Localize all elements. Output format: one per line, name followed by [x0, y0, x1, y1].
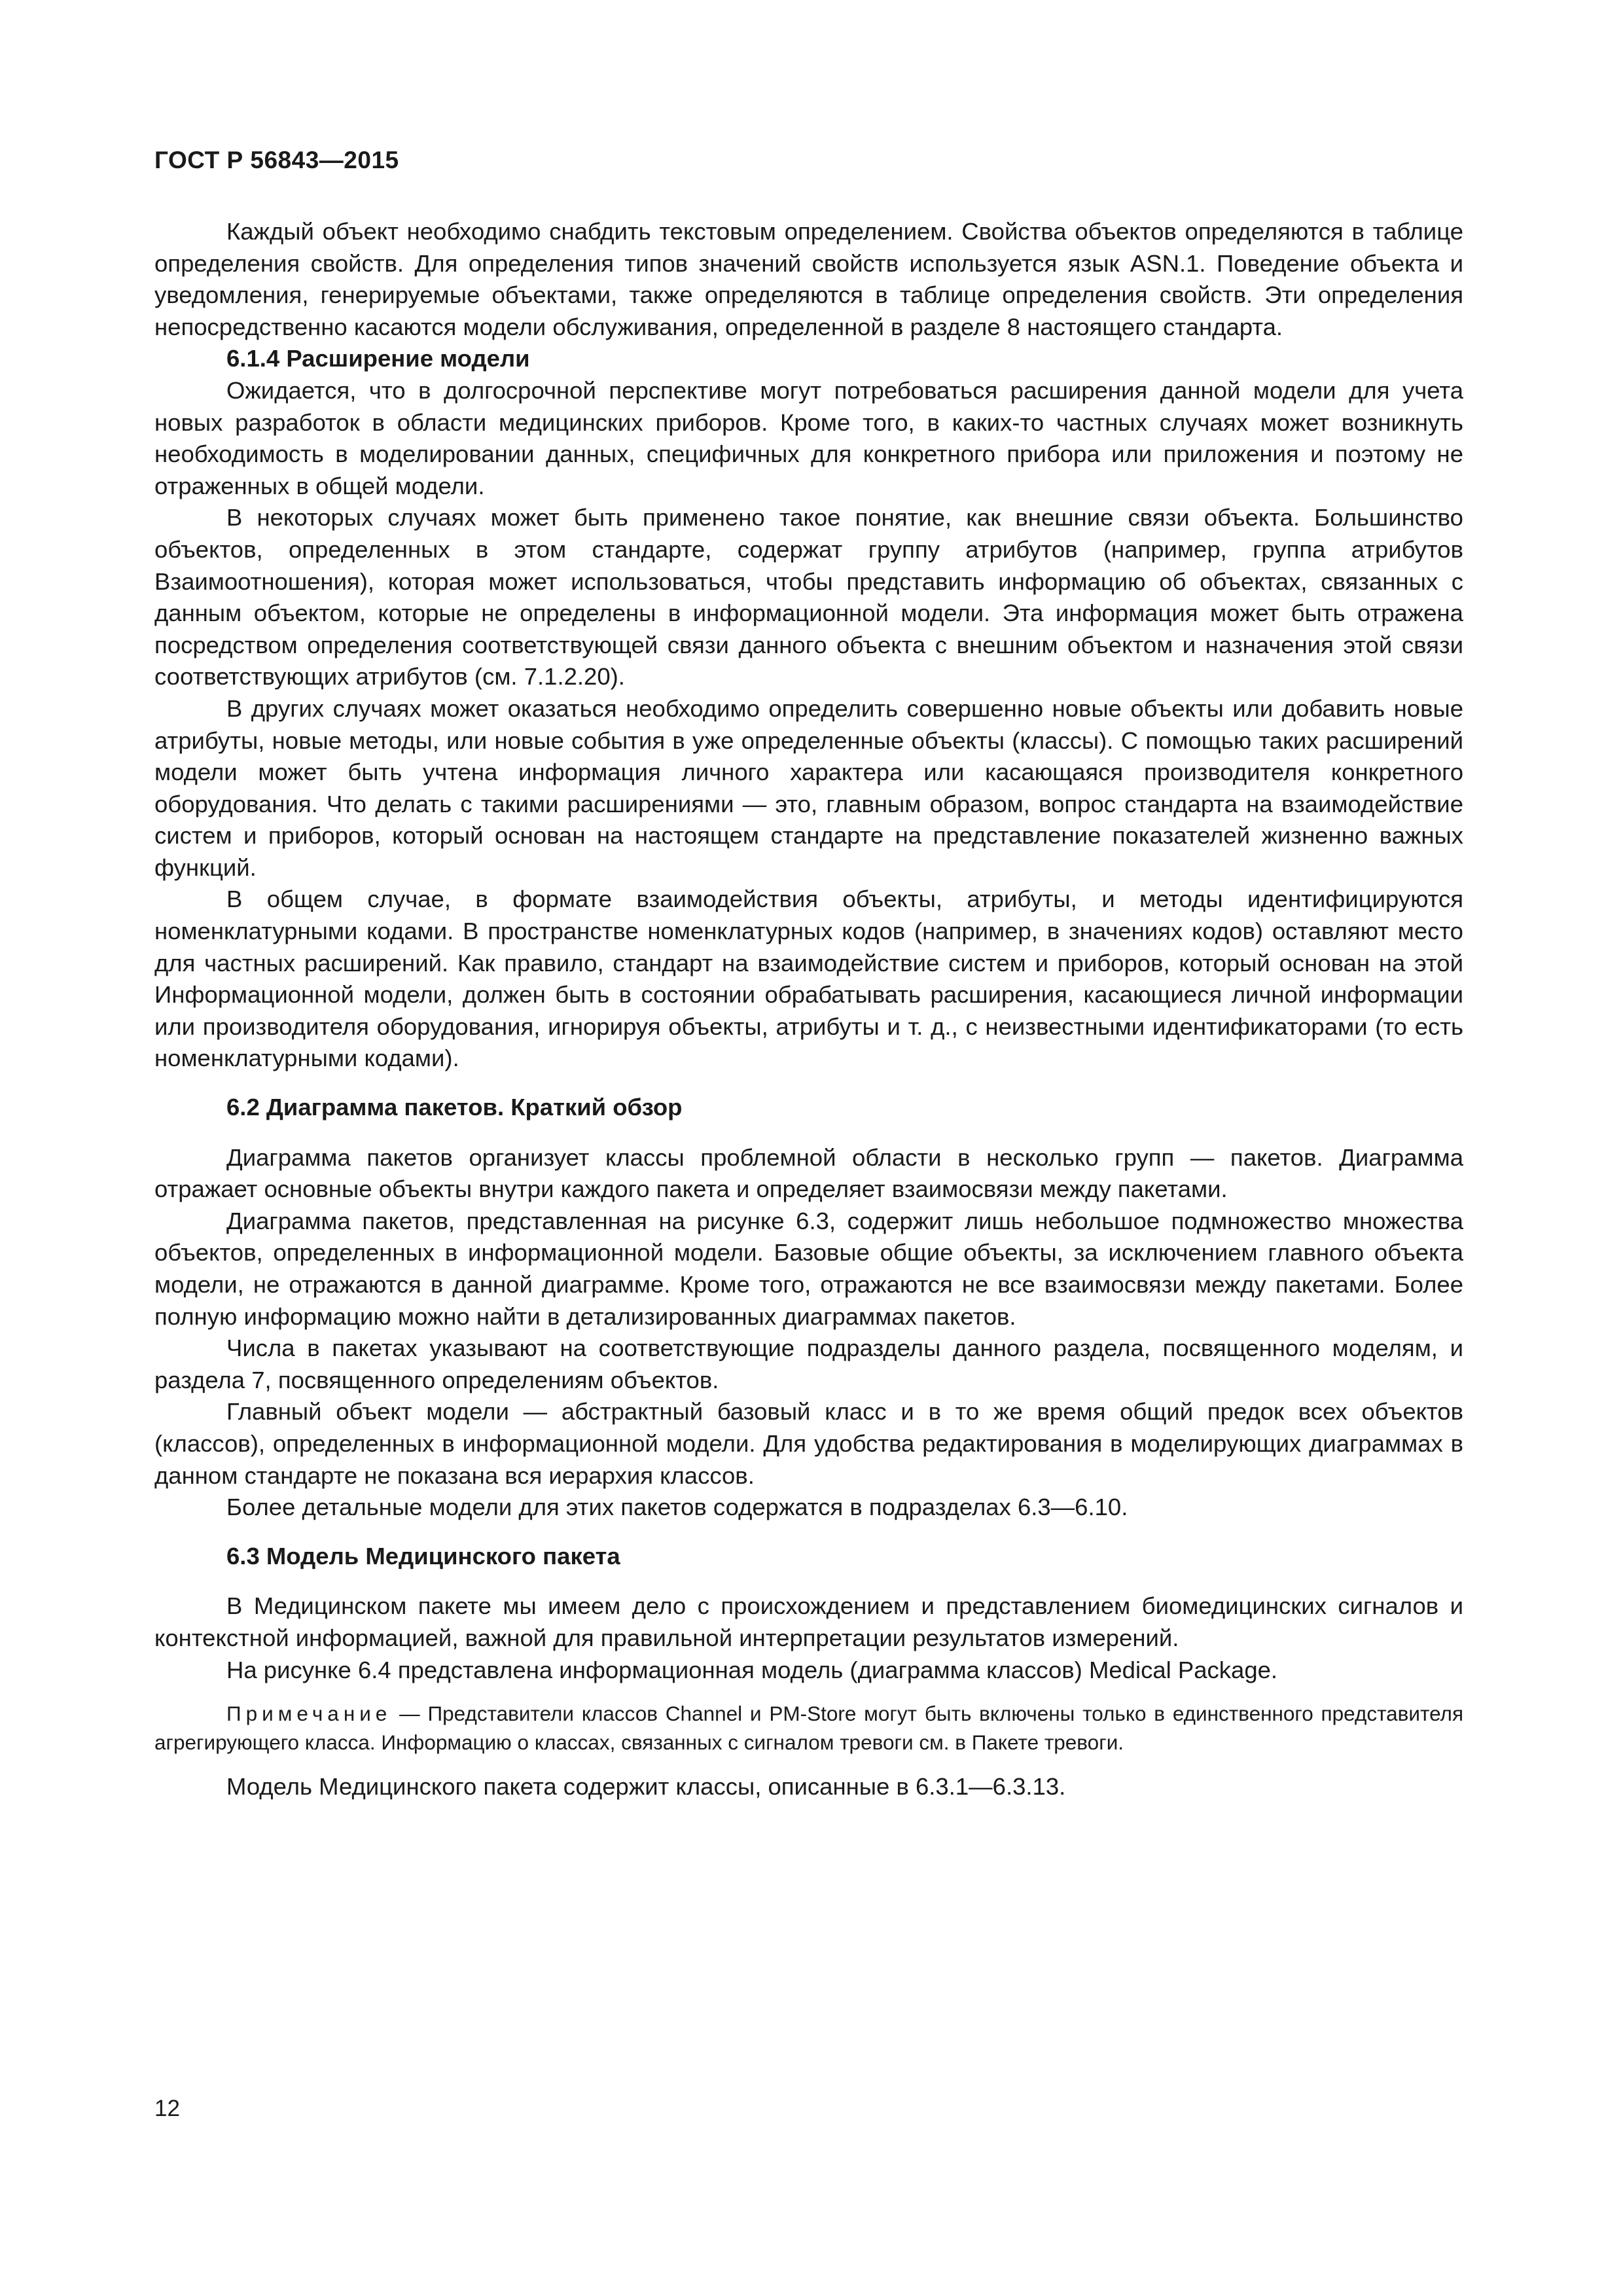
section-title-6-3: 6.3 Модель Медицинского пакета	[226, 1542, 620, 1570]
page-content	[154, 216, 1463, 1803]
paragraph-detailed-models: Более детальные модели для этих пакетов содержатся в подразделах 6.3—6.10.	[226, 1494, 1128, 1521]
paragraph-object-definitions: Каждый объект необходимо снабдить текстовым определением. Свойства объектов определяются в таблице определения свойств. Для определения типов значений свойств используется язык ASN.1. Поведение объекта и уведомления, генерируемые объектами, также определяются в таблице определения свойств. Эти определения непосредственно касаются модели обслуживания, определенной в разделе 8 настоящего стандарта.	[154, 218, 1463, 340]
subsection-title-6-1-4: 6.1.4 Расширение модели	[226, 345, 530, 372]
paragraph-package-diagram-figure: Диаграмма пакетов, представленная на рисунке 6.3, содержит лишь небольшое подмножество множества объектов, определенных в информационной модели. Базовые общие объекты, за исключением главного объекта модели, не отражаются в данной диаграмме. Кроме того, отражаются не все взаимосвязи между пакетами. Более полную информацию можно найти в детализированных диаграммах пакетов.	[154, 1207, 1463, 1330]
note-text: — Представители классов Channel и PM-Store могут быть включены только в единственного представителя агрегирующего класса. Информацию о классах, связанных с сигналом тревоги см. в Пакете тревоги.	[154, 1702, 1463, 1755]
paragraph-model-classes: Модель Медицинского пакета содержит классы, описанные в 6.3.1—6.3.13.	[226, 1773, 1066, 1801]
paragraph-model-extension: Ожидается, что в долгосрочной перспективе могут потребоваться расширения данной модели для учета новых разработок в области медицинских приборов. Кроме того, в каких-то частных случаях может возникнуть необходимость в моделировании данных, специфичных для конкретного прибора или приложения и поэтому не отраженных в общей модели.	[154, 376, 1463, 499]
note	[154, 1699, 1463, 1757]
document-code-header: ГОСТ Р 56843—2015	[154, 147, 399, 173]
paragraph-new-objects: В других случаях может оказаться необходимо определить совершенно новые объекты или добавить новые атрибуты, новые методы, или новые события в уже определенные объекты (классы). С помощью таких расширений модели может быть учтена информация личного характера или касающаяся производителя конкретного оборудования. Что делать с такими расширениями — это, главным образом, вопрос стандарта на взаимодействие систем и приборов, который основан на настоящем стандарте на представление показателей жизненно важных функций.	[154, 694, 1463, 881]
section-title-6-2: 6.2 Диаграмма пакетов. Краткий обзор	[226, 1094, 683, 1121]
paragraph-nomenclature-codes: В общем случае, в формате взаимодействия объекты, атрибуты, и методы идентифицируются номенклатурными кодами. В пространстве номенклатурных кодов (например, в значениях кодов) оставляют место для частных расширений. Как правило, стандарт на взаимодействие систем и приборов, который основан на этой Информационной модели, должен быть в состоянии обрабатывать расширения, касающиеся личной информации или производителя оборудования, игнорируя объекты, атрибуты и т. д., с неизвестными идентификаторами (то есть номенклатурными кодами).	[154, 886, 1463, 1072]
paragraph-figure-6-4: На рисунке 6.4 представлена информационная модель (диаграмма классов) Medical Package.	[226, 1656, 1278, 1683]
paragraph-external-links: В некоторых случаях может быть применено такое понятие, как внешние связи объекта. Большинство объектов, определенных в этом стандарте, содержат группу атрибутов (например, группа атрибутов Взаимоотношения), которая может использоваться, чтобы представить информацию об объектах, связанных с данным объектом, которые не определены в информационной модели. Эта информация может быть отражена посредством определения соответствующей связи данного объекта с внешним объектом и назначения этой связи соответствующих атрибутов (см. 7.1.2.20).	[154, 504, 1463, 691]
note-label: Примечание	[226, 1702, 392, 1726]
paragraph-package-numbers: Числа в пакетах указывают на соответствующие подразделы данного раздела, посвященного моделям, и раздела 7, посвященного определениям объектов.	[154, 1335, 1463, 1393]
page-number: 12	[154, 2096, 180, 2121]
paragraph-package-diagram: Диаграмма пакетов организует классы проблемной области в несколько групп — пакетов. Диаграмма отражает основные объекты внутри каждого пакета и определяет взаимосвязи между пакетами.	[154, 1143, 1463, 1203]
paragraph-medical-package: В Медицинском пакете мы имеем дело с происхождением и представлением биомедицинских сигналов и контекстной информацией, важной для правильной интерпретации результатов измерений.	[154, 1592, 1463, 1651]
paragraph-top-object: Главный объект модели — абстрактный базовый класс и в то же время общий предок всех объектов (классов), определенных в информационной модели. Для удобства редактирования в моделирующих диаграммах в данном стандарте не показана вся иерархия классов.	[154, 1398, 1463, 1489]
